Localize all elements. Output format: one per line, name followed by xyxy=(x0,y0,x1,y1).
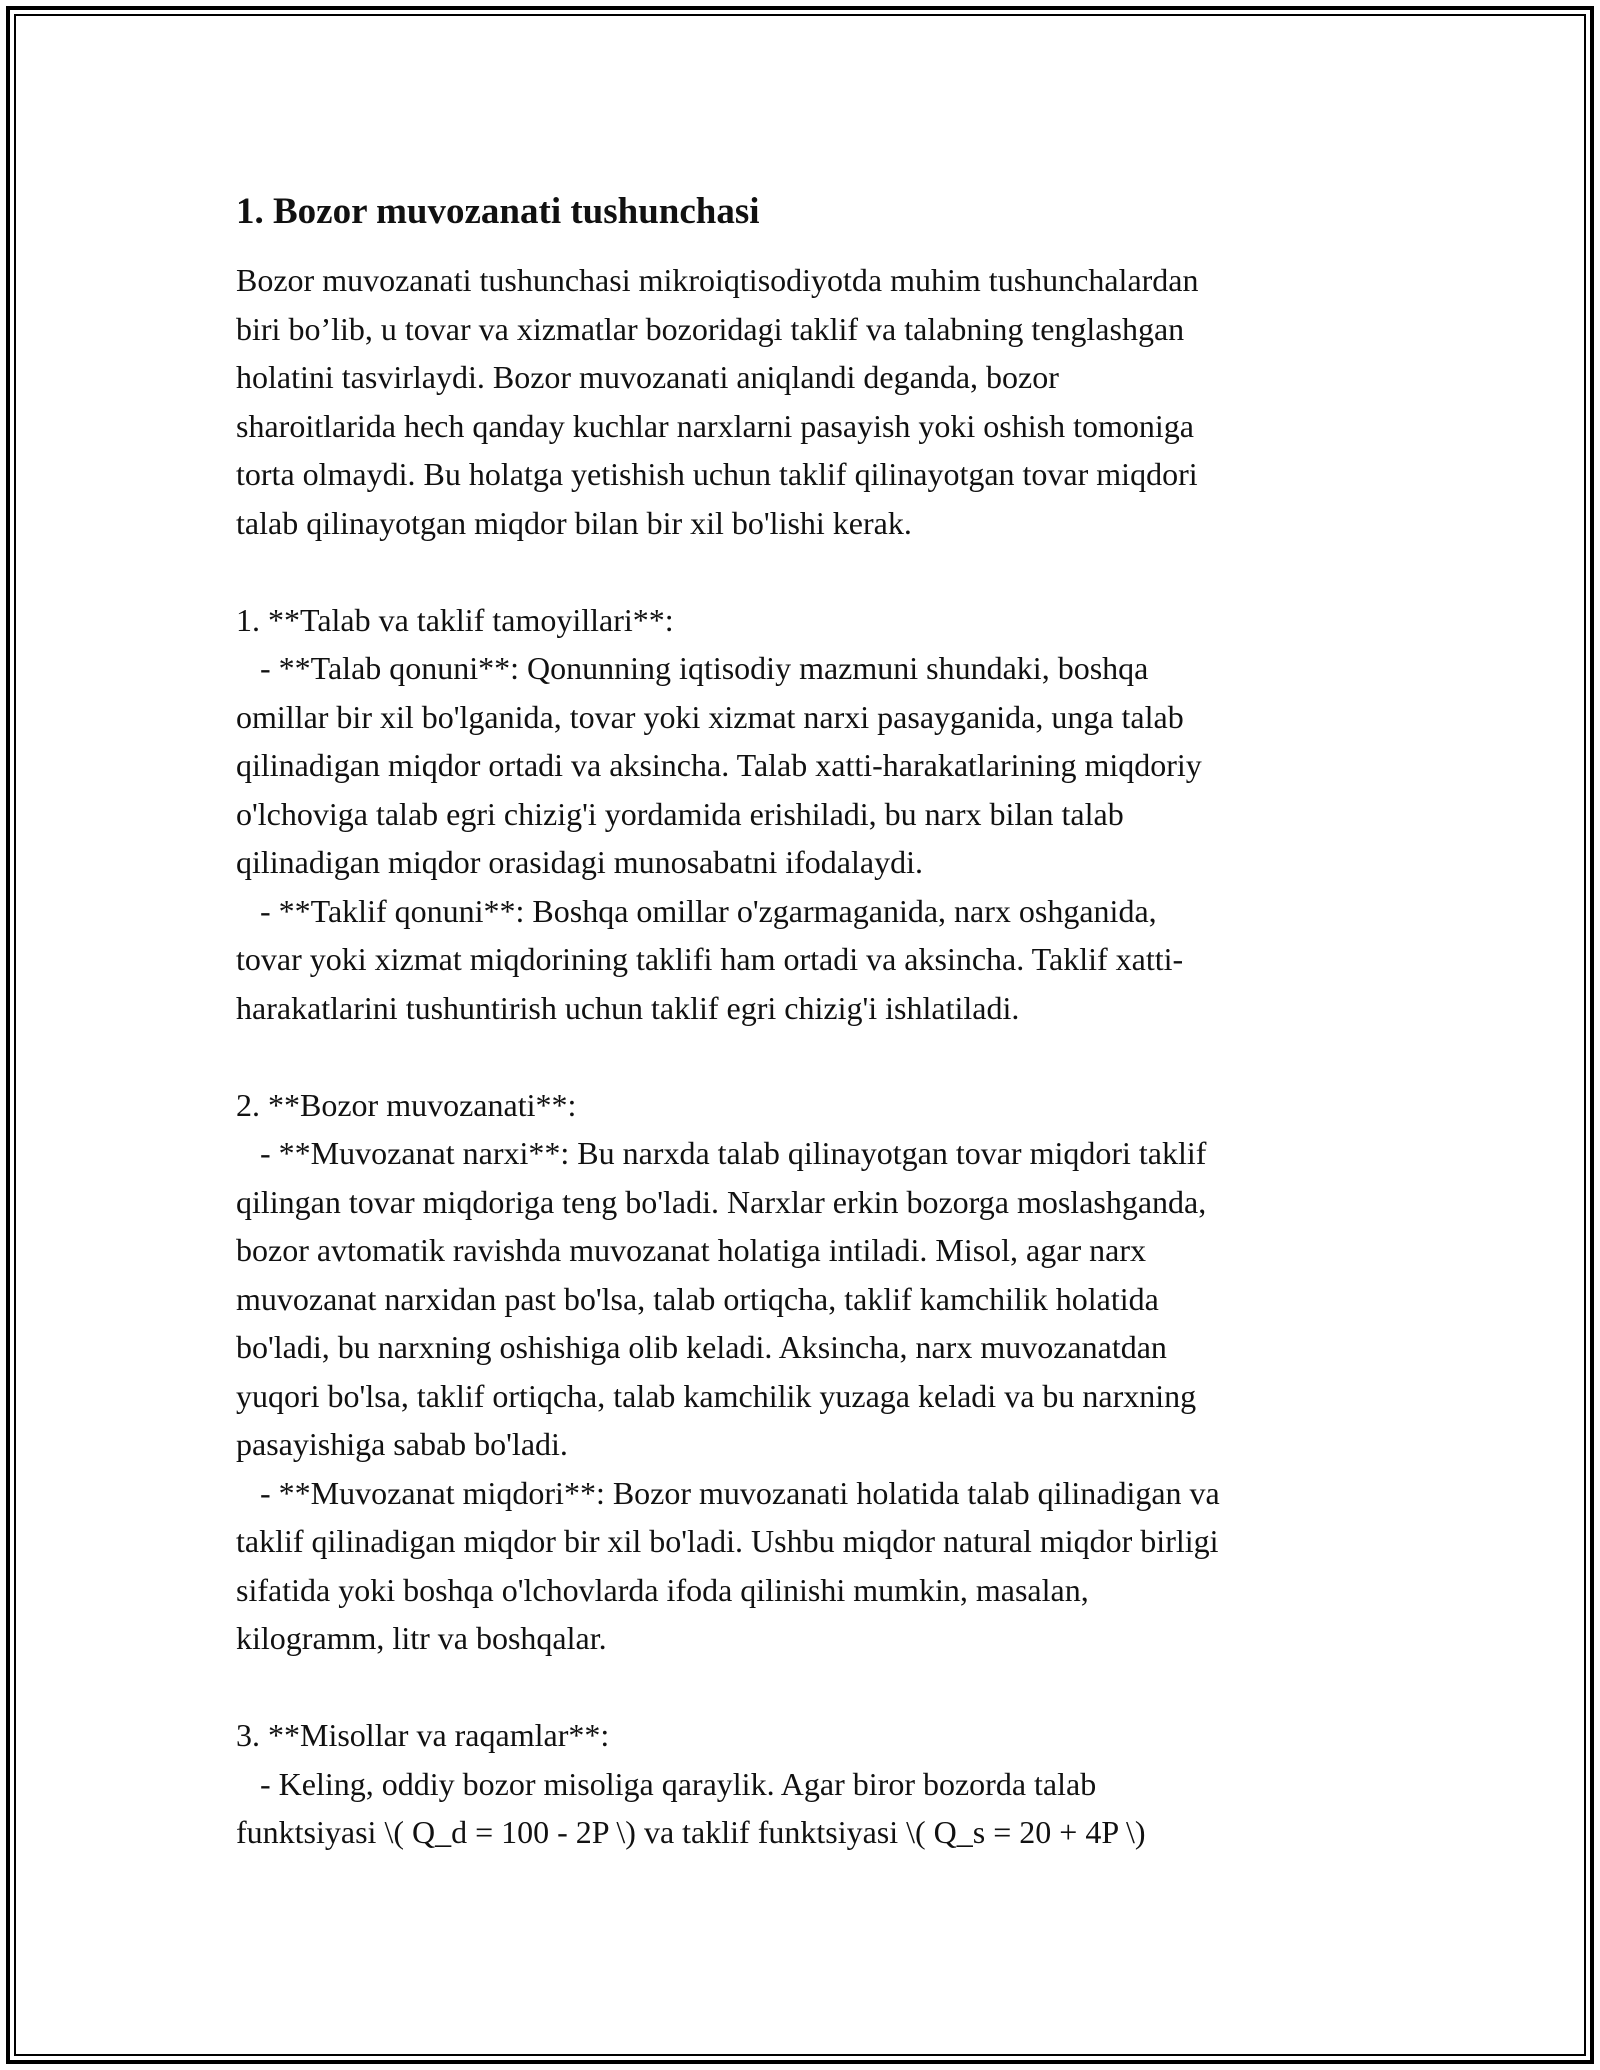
paragraph-gap xyxy=(236,1663,1376,1712)
text-line: qilingan tovar miqdoriga teng bo'ladi. Narxlar erkin bozorga moslashganda, xyxy=(236,1183,1207,1220)
market-equilibrium-section xyxy=(236,1081,1376,1663)
text-line: talab qilinayotgan miqdor bilan bir xil bo'lishi kerak. xyxy=(236,504,912,541)
text-line: harakatlarini tushuntirish uchun taklif egri chizig'i ishlatiladi. xyxy=(236,989,1020,1026)
intro-paragraph xyxy=(236,256,1376,547)
section-heading: 1. Bozor muvozanati tushunchasi xyxy=(236,191,760,232)
examples-section xyxy=(236,1711,1376,1857)
text-line: muvozanat narxidan past bo'lsa, talab ortiqcha, taklif kamchilik holatida xyxy=(236,1280,1159,1317)
paragraph-gap xyxy=(236,547,1376,596)
text-line: Bozor muvozanati tushunchasi mikroiqtisodiyotda muhim tushunchalardan xyxy=(236,262,1199,298)
text-line: qilinadigan miqdor ortadi va aksincha. Talab xatti-harakatlarining miqdoriy xyxy=(236,747,1202,783)
text-line: o'lchoviga talab egri chizig'i yordamida erishiladi, bu narx bilan talab xyxy=(236,795,1124,832)
text-line: taklif qilinadigan miqdor bir xil bo'ladi. Ushbu miqdor natural miqdor birligi xyxy=(236,1523,1219,1559)
text-line: 2. **Bozor muvozanati**: xyxy=(236,1086,577,1123)
text-line: - **Taklif qonuni**: Boshqa omillar o'zgarmaganida, narx oshganida, xyxy=(236,892,1157,929)
text-line: 1. **Talab va taklif tamoyillari**: xyxy=(236,601,674,638)
text-line: torta olmaydi. Bu holatga yetishish uchun taklif qilinayotgan tovar miqdori xyxy=(236,456,1198,492)
supply-demand-principles-section xyxy=(236,596,1376,1033)
text-line: - **Talab qonuni**: Qonunning iqtisodiy mazmuni shundaki, boshqa xyxy=(236,650,1149,686)
document-body xyxy=(236,188,1376,1857)
text-line: funktsiyasi \( Q_d = 100 - 2P \) va taklif funktsiyasi \( Q_s = 20 + 4P \) xyxy=(236,1814,1146,1850)
text-line: - **Muvozanat narxi**: Bu narxda talab qilinayotgan tovar miqdori taklif xyxy=(236,1135,1207,1171)
text-line: sharoitlarida hech qanday kuchlar narxlarni pasayish yoki oshish tomoniga xyxy=(236,407,1194,444)
paragraph-gap xyxy=(236,1032,1376,1081)
text-line: bo'ladi, bu narxning oshishiga olib keladi. Aksincha, narx muvozanatdan xyxy=(236,1329,1167,1365)
text-line: yuqori bo'lsa, taklif ortiqcha, talab kamchilik yuzaga keladi va bu narxning xyxy=(236,1377,1197,1414)
text-line: kilogramm, litr va boshqalar. xyxy=(236,1620,607,1656)
text-line: sifatida yoki boshqa o'lchovlarda ifoda qilinishi mumkin, masalan, xyxy=(236,1571,1089,1608)
text-line: omillar bir xil bo'lganida, tovar yoki xizmat narxi pasayganida, unga talab xyxy=(236,698,1184,735)
text-line: tovar yoki xizmat miqdorining taklifi ham ortadi va aksincha. Taklif xatti- xyxy=(236,941,1184,977)
text-line: - **Muvozanat miqdori**: Bozor muvozanati holatida talab qilinadigan va xyxy=(236,1474,1220,1511)
text-line: 3. **Misollar va raqamlar**: xyxy=(236,1717,610,1753)
text-line: - Keling, oddiy bozor misoliga qaraylik. Agar biror bozorda talab xyxy=(236,1765,1097,1802)
text-line: holatini tasvirlaydi. Bozor muvozanati aniqlandi deganda, bozor xyxy=(236,359,1059,395)
text-line: pasayishiga sabab bo'ladi. xyxy=(236,1426,568,1462)
text-line: bozor avtomatik ravishda muvozanat holatiga intiladi. Misol, agar narx xyxy=(236,1232,1146,1268)
text-line: qilinadigan miqdor orasidagi munosabatni ifodalaydi. xyxy=(236,844,923,880)
text-line: biri bo’lib, u tovar va xizmatlar bozoridagi taklif va talabning tenglashgan xyxy=(236,310,1185,347)
